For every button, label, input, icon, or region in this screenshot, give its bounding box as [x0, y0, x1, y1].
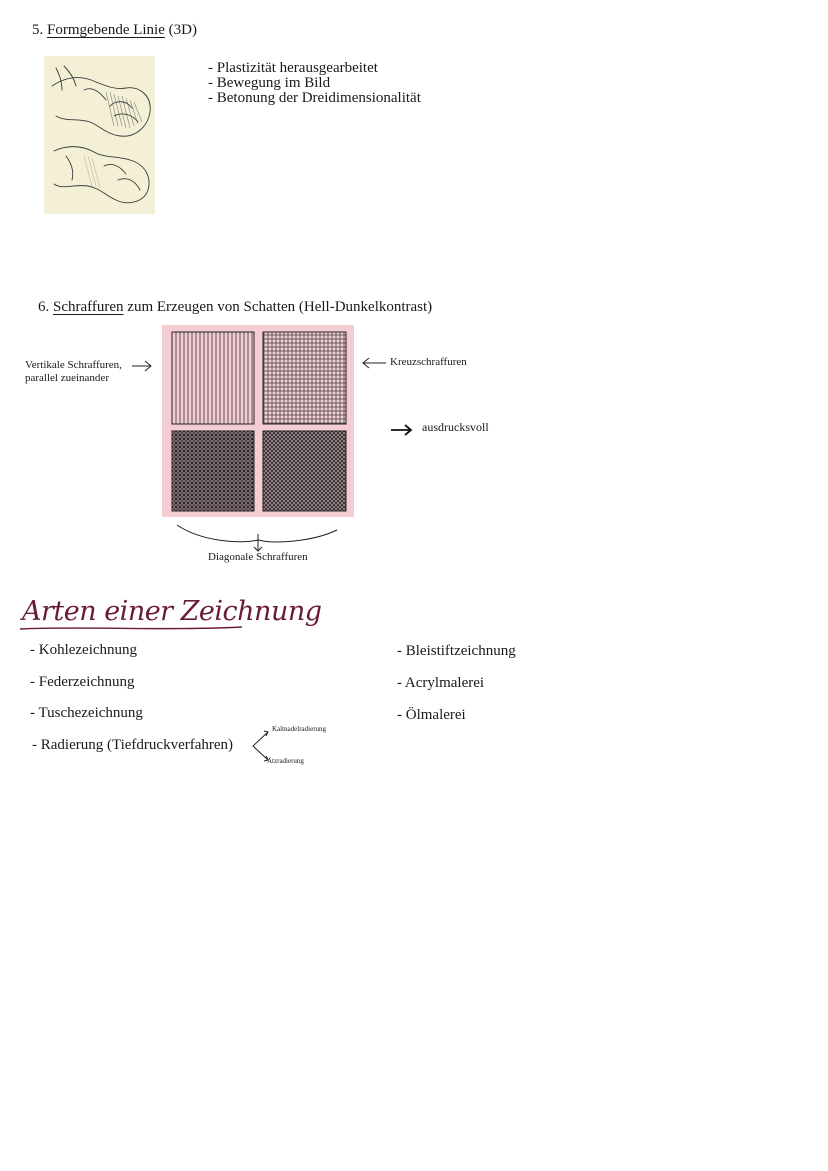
- section-6-title: Schraffuren: [53, 299, 124, 315]
- diagonal-hatch-panel-left: [172, 431, 254, 511]
- section-6-heading: [38, 299, 432, 316]
- section-5-heading: [32, 22, 197, 39]
- list-item: - Radierung (Tiefdruckverfahren): [32, 737, 234, 753]
- brace-curve-icon: [172, 520, 342, 554]
- diagonal-hatch-panel-right: [263, 431, 346, 511]
- arten-title: Arten einer Zeichnung: [22, 596, 322, 627]
- arrow-right-bold-icon: [390, 423, 414, 437]
- branch-label-bottom: Ätzradierung: [267, 757, 304, 765]
- list-item: - Federzeichnung: [30, 674, 135, 690]
- label-vertical-hatching: [25, 359, 122, 385]
- list-item: - Acrylmalerei: [397, 675, 485, 691]
- arrow-right-icon: [131, 360, 153, 372]
- section-6-rest: zum Erzeugen von Schatten (Hell-Dunkelkontrast): [127, 299, 433, 315]
- hands-sketch-drawing: [44, 56, 155, 214]
- list-item: - Bleistiftzeichnung: [397, 643, 516, 659]
- section-5-title: Formgebende Linie: [47, 22, 165, 38]
- label-vertical-line-1: Vertikale Schraffuren,: [25, 359, 122, 371]
- hands-sketch-image: [44, 56, 155, 214]
- cross-hatch-panel: [263, 332, 346, 424]
- section-5-suffix: (3D): [168, 22, 197, 38]
- section-5-number: 5.: [32, 22, 44, 38]
- bullet-item: - Bewegung im Bild: [208, 75, 331, 91]
- label-cross-hatching: Kreuzschraffuren: [390, 356, 467, 368]
- vertical-hatch-panel: [172, 332, 254, 424]
- list-item: - Ölmalerei: [397, 707, 466, 723]
- label-expressive: ausdrucksvoll: [422, 420, 489, 434]
- branch-label-top: Kaltnadelradierung: [272, 725, 327, 733]
- section-5-bullet-list: [208, 61, 421, 106]
- label-diagonal-hatching: Diagonale Schraffuren: [208, 551, 308, 563]
- hatching-panels: [162, 325, 354, 517]
- list-item: - Kohlezeichnung: [30, 642, 138, 658]
- arrow-left-icon: [361, 357, 387, 369]
- list-item: - Tuschezeichnung: [30, 705, 143, 721]
- title-underline: [18, 623, 244, 633]
- hatching-examples-image: [162, 325, 354, 517]
- section-6-number: 6.: [38, 299, 50, 315]
- bullet-item: - Betonung der Dreidimensionalität: [208, 90, 421, 106]
- label-vertical-line-2: parallel zueinander: [25, 372, 109, 384]
- bullet-item: - Plastizität herausgearbeitet: [208, 60, 378, 76]
